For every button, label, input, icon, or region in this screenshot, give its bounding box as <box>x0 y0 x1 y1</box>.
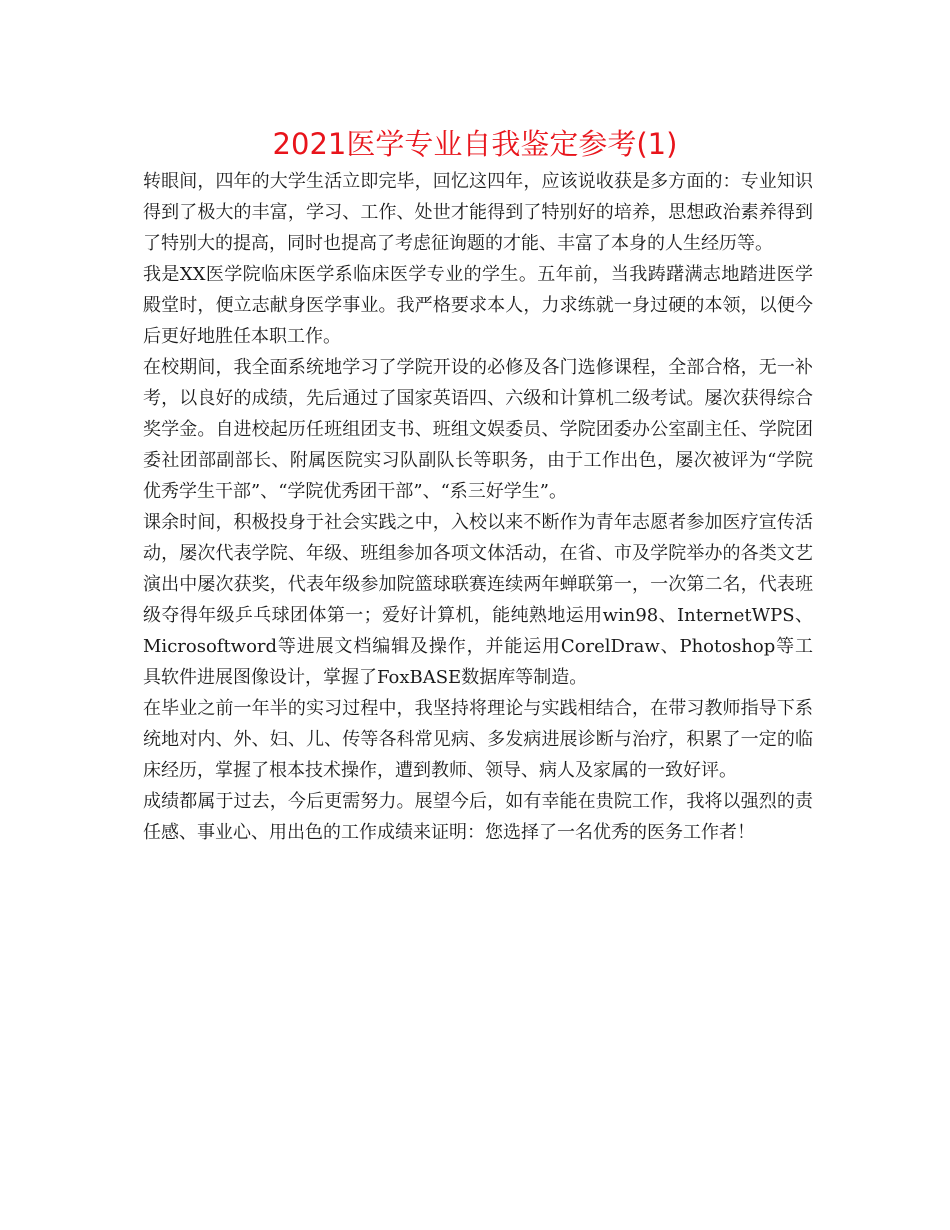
paragraph-background: 我是XX医学院临床医学系临床医学专业的学生。五年前，当我踌躇满志地踏进医学殿堂时，便立志献身医学事业。我严格要求本人，力求练就一身过硬的本领，以便今后更好地胜任本职工作。 <box>143 264 813 347</box>
paragraph-conclusion: 成绩都属于过去，今后更需努力。展望今后，如有幸能在贵院工作，我将以强烈的责任感、事业心、用出色的工作成绩来证明：您选择了一名优秀的医务工作者！ <box>143 791 813 843</box>
paragraph-academics: 在校期间，我全面系统地学习了学院开设的必修及各门选修课程，全部合格，无一补考，以良好的成绩，先后通过了国家英语四、六级和计算机二级考试。屡次获得综合奖学金。自进校起历任班组团支书、班组文娱委员、学院团委办公室副主任、学院团委社团部副部长、附属医院实习队副队长等职务，由于工作出色，屡次被评为“学院优秀学生干部”、“学院优秀团干部”、“系三好学生”。 <box>143 357 813 502</box>
paragraph-extracurricular: 课余时间，积极投身于社会实践之中，入校以来不断作为青年志愿者参加医疗宣传活动，屡次代表学院、年级、班组参加各项文体活动，在省、市及学院举办的各类文艺演出中屡次获奖，代表年级参加院篮球联赛连续两年蝉联第一，一次第二名，代表班级夺得年级乒乓球团体第一；爱好计算机，能纯熟地运用win98、InternetWPS、Microsoftword等进展文档编辑及操作，并能运用CorelDraw、Photoshop等工具软件进展图像设计，掌握了FoxBASE数据库等制造。 <box>143 512 813 688</box>
document-title: 2021医学专业自我鉴定参考(1) <box>272 127 678 161</box>
paragraph-internship: 在毕业之前一年半的实习过程中，我坚持将理论与实践相结合，在带习教师指导下系统地对内、外、妇、儿、传等各科常见病、多发病进展诊断与治疗，积累了一定的临床经历，掌握了根本技术操作，遭到教师、领导、病人及家属的一致好评。 <box>143 698 813 781</box>
paragraph-intro: 转眼间，四年的大学生活立即完毕，回忆这四年，应该说收获是多方面的：专业知识得到了极大的丰富，学习、工作、处世才能得到了特别好的培养，思想政治素养得到了特别大的提高，同时也提高了考虑征询题的才能、丰富了本身的人生经历等。 <box>143 171 813 254</box>
document-body <box>143 166 813 848</box>
